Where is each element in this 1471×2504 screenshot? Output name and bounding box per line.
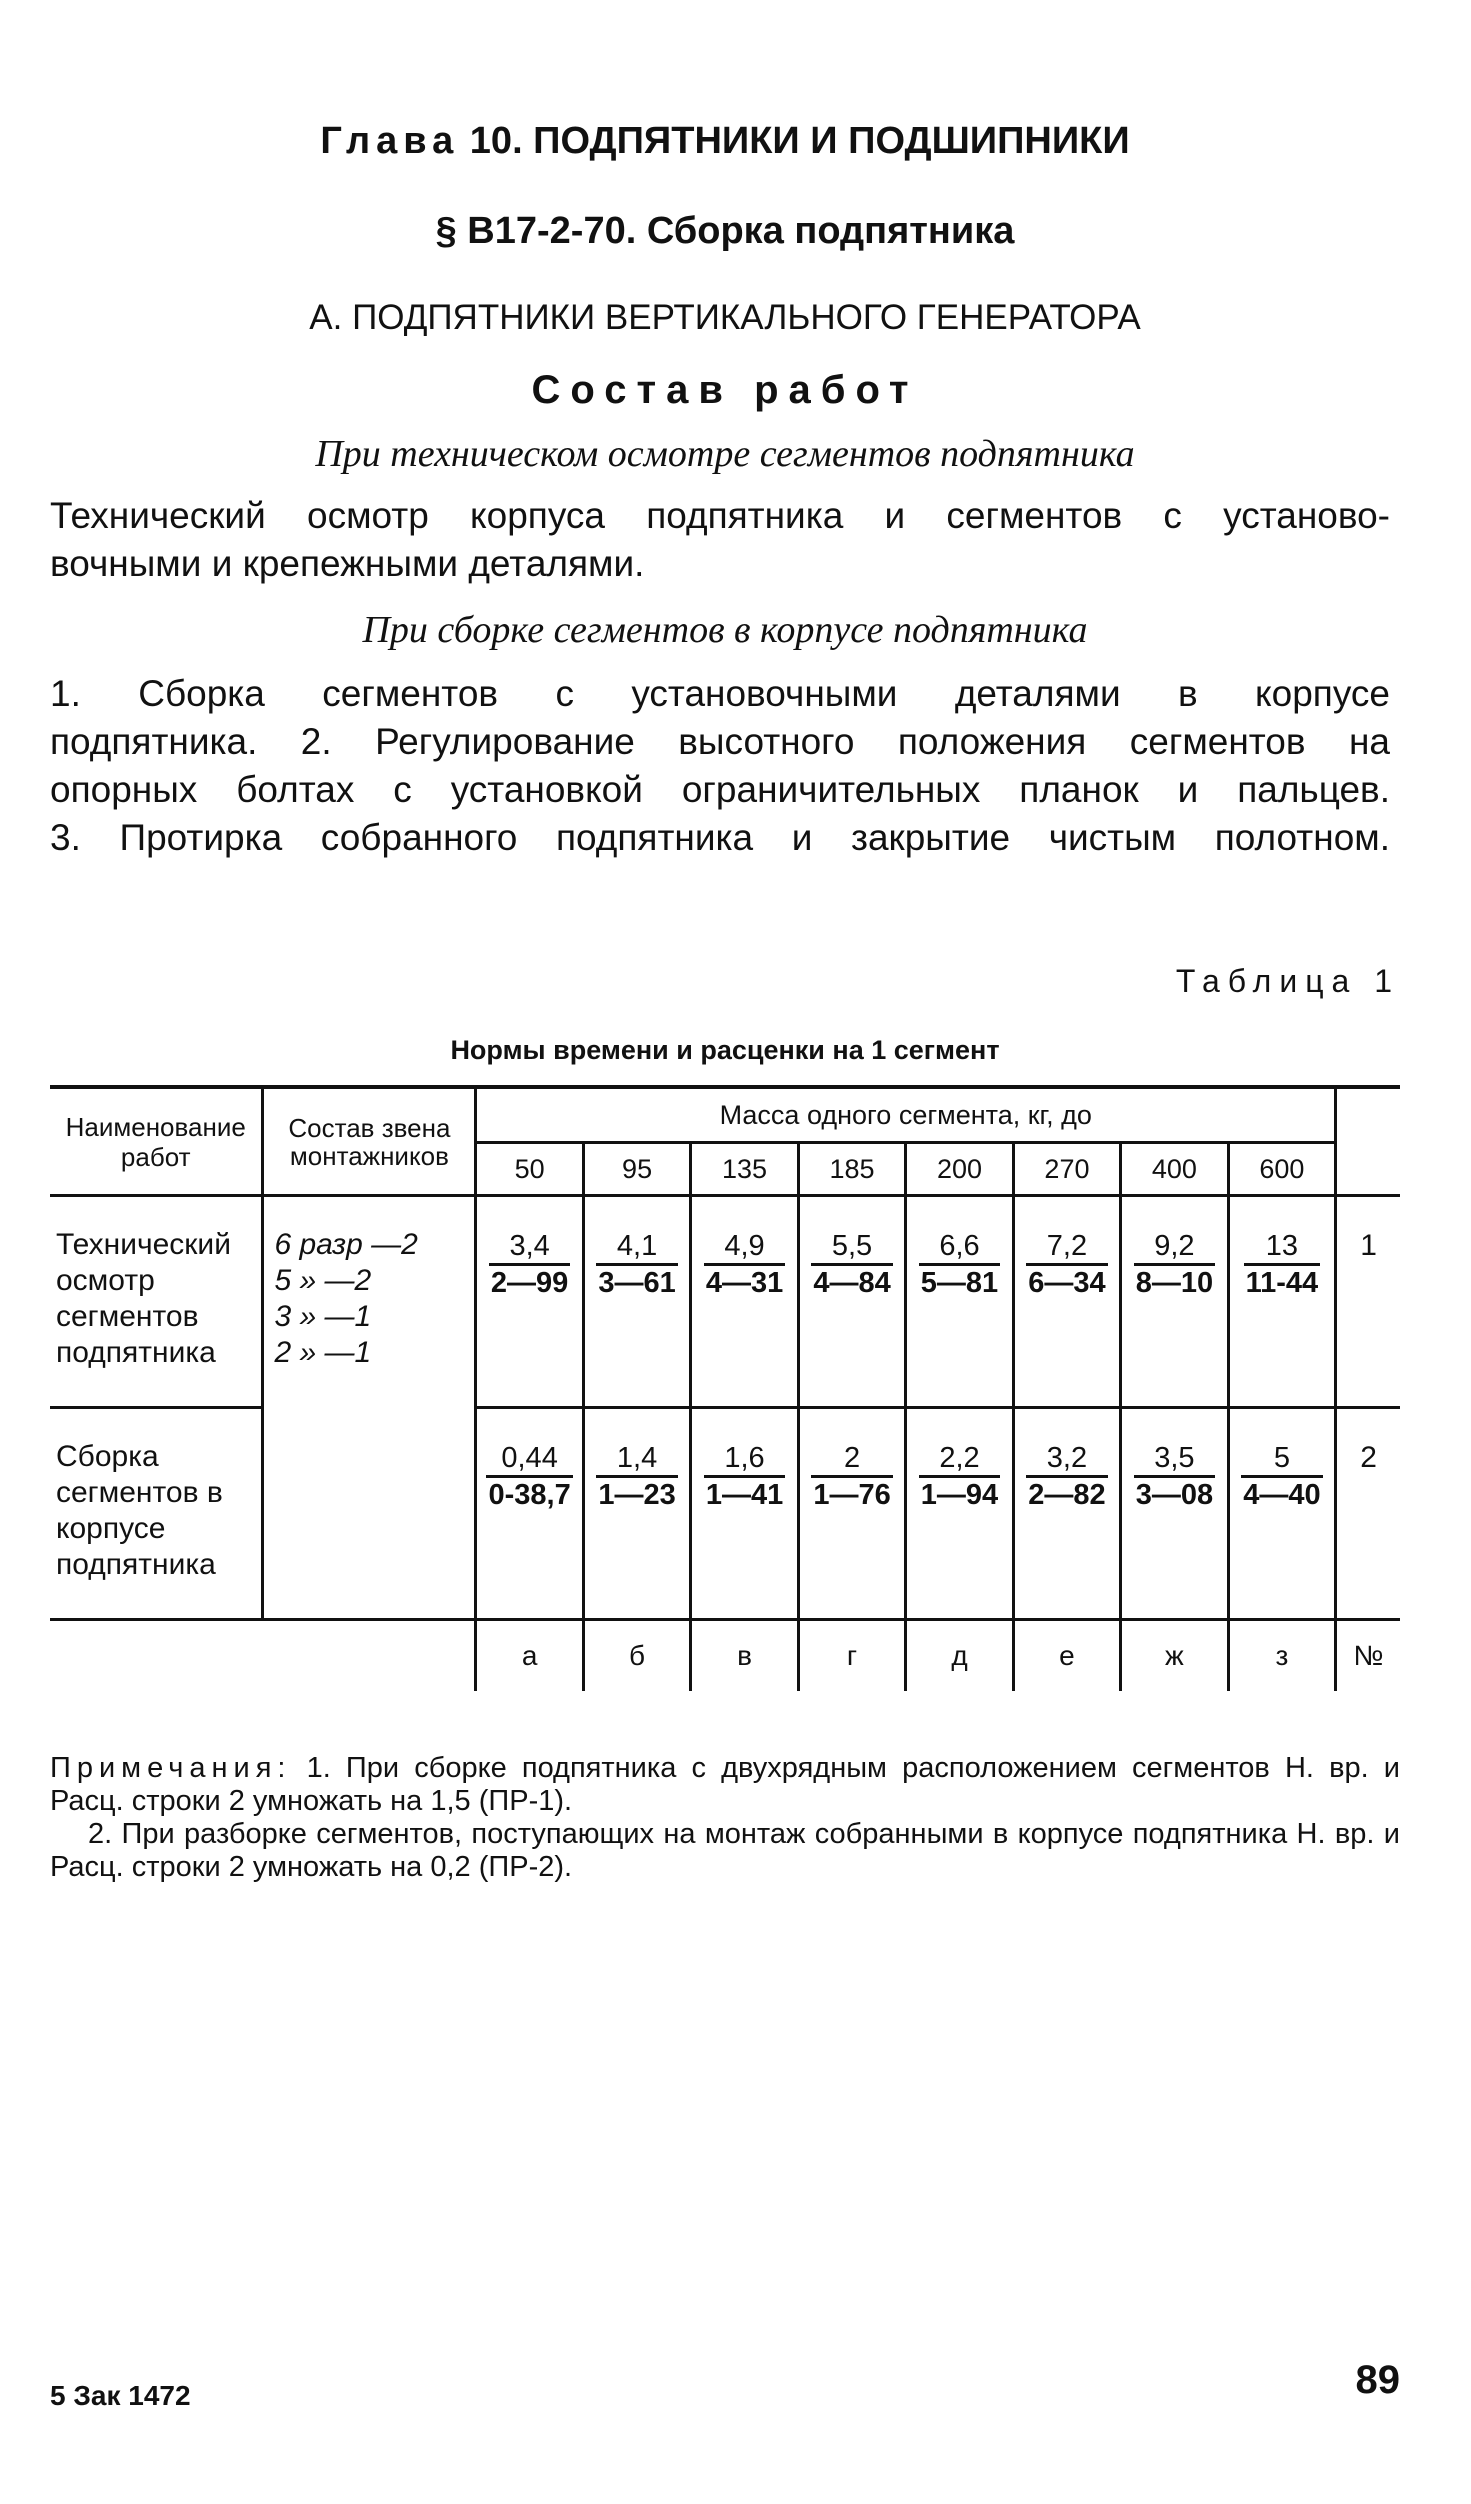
column-letter: е — [1013, 1620, 1120, 1692]
norm-value: 3,4 — [489, 1229, 570, 1266]
paragraph-line: 3. Протирка собранного подпятника и закрытие чистым полотном. — [50, 817, 1390, 858]
norm-value: 2,2 — [919, 1441, 1000, 1478]
norm-value: 6,6 — [919, 1229, 1000, 1266]
column-letter: з — [1228, 1620, 1335, 1692]
header-weight: 200 — [906, 1143, 1013, 1196]
note-1-text: 1. При сборке подпятника с двухрядным расположением сегментов Н. вр. и Расц. строки 2 умножать на 1,5 (ПР-1). — [50, 1752, 1400, 1817]
column-letter: в — [691, 1620, 798, 1692]
norm-cell — [476, 1196, 583, 1408]
crew-line: 6 разр —2 — [274, 1228, 418, 1261]
row-number: 2 — [1336, 1408, 1400, 1620]
price-value: 1—76 — [813, 1479, 891, 1511]
price-value: 2—99 — [490, 1267, 569, 1299]
norm-cell — [906, 1408, 1013, 1620]
note-1 — [50, 1752, 1400, 1818]
print-order-mark: 5 Зак 1472 — [50, 2380, 191, 2411]
price-value: 4—40 — [1243, 1479, 1321, 1511]
blank-cell — [50, 1620, 263, 1692]
norm-cell — [1013, 1196, 1120, 1408]
norm-value: 3,2 — [1026, 1441, 1107, 1478]
column-letter: а — [476, 1620, 583, 1692]
crew-line: 2 » —1 — [274, 1336, 372, 1369]
header-weight: 270 — [1013, 1143, 1120, 1196]
header-number-blank — [1336, 1087, 1400, 1196]
norm-value: 7,2 — [1026, 1229, 1107, 1266]
column-letter: б — [583, 1620, 690, 1692]
blank-cell — [263, 1620, 476, 1692]
number-header: № — [1353, 1640, 1384, 1671]
norm-cell — [1228, 1408, 1335, 1620]
price-value: 3—61 — [598, 1267, 676, 1299]
header-crew: Состав звена монтажников — [263, 1087, 476, 1196]
header-work-name: Наименование работ — [50, 1087, 263, 1196]
table-row — [50, 1196, 1400, 1408]
norm-value: 9,2 — [1134, 1229, 1215, 1266]
norm-value: 5,5 — [811, 1229, 892, 1266]
price-value: 11-44 — [1245, 1267, 1319, 1299]
price-value: 0-38,7 — [488, 1479, 571, 1511]
norm-value: 13 — [1244, 1229, 1321, 1266]
subsection-heading: А. ПОДПЯТНИКИ ВЕРТИКАЛЬНОГО ГЕНЕРАТОРА — [309, 298, 1141, 337]
paragraph-line: Технический осмотр корпуса подпятника и сегментов с установо- — [50, 495, 1390, 536]
crew-line: 5 » —2 — [274, 1264, 372, 1297]
table-row — [50, 1408, 1400, 1620]
norm-cell — [1121, 1196, 1228, 1408]
price-value: 5—81 — [920, 1267, 999, 1299]
header-weight: 400 — [1121, 1143, 1228, 1196]
table-label: Таблица 1 — [1175, 963, 1400, 999]
norm-value: 4,9 — [704, 1229, 785, 1266]
price-value: 8—10 — [1135, 1267, 1214, 1299]
paragraph-line: 1. Сборка сегментов с установочными деталями в корпусе — [50, 673, 1390, 714]
composition-heading: Состав работ — [531, 368, 919, 412]
norm-cell — [691, 1408, 798, 1620]
norm-cell — [798, 1196, 905, 1408]
work-name: Сборка сегментов в корпусе подпятника — [50, 1408, 263, 1620]
chapter-heading — [50, 120, 1400, 163]
norm-value: 2 — [811, 1441, 892, 1478]
norm-value: 1,6 — [704, 1441, 785, 1478]
price-value: 4—84 — [813, 1267, 891, 1299]
norm-value: 0,44 — [486, 1441, 572, 1478]
header-weight: 600 — [1228, 1143, 1335, 1196]
header-weight: 185 — [798, 1143, 905, 1196]
norm-value: 3,5 — [1134, 1441, 1215, 1478]
column-letters-row — [50, 1620, 1400, 1692]
norms-table — [50, 1085, 1400, 1691]
norm-cell — [691, 1196, 798, 1408]
note-2: 2. При разборке сегментов, поступающих на монтаж собранными в корпусе подпятника Н. вр. и Расц. строки 2 умножать на 0,2 (ПР-2). — [50, 1818, 1400, 1883]
work-name: Технический осмотр сегментов подпятника — [50, 1196, 263, 1408]
notes — [50, 1752, 1400, 1884]
column-letter: г — [798, 1620, 905, 1692]
price-value: 6—34 — [1028, 1267, 1106, 1299]
paragraph-line: подпятника. 2. Регулирование высотного положения сегментов на — [50, 721, 1390, 762]
inspection-heading: При техническом осмотре сегментов подпятника — [315, 433, 1135, 475]
page-number: 89 — [1355, 2358, 1400, 2402]
chapter-prefix: Глава — [320, 120, 460, 162]
price-value: 2—82 — [1028, 1479, 1106, 1511]
norm-cell — [1013, 1408, 1120, 1620]
norm-value: 4,1 — [596, 1229, 677, 1266]
header-weight: 95 — [583, 1143, 690, 1196]
table-title: Нормы времени и расценки на 1 сегмент — [450, 1035, 1000, 1065]
header-mass: Масса одного сегмента, кг, до — [476, 1087, 1336, 1143]
price-value: 3—08 — [1135, 1479, 1214, 1511]
paragraph-line: вочными и крепежными деталями. — [50, 543, 645, 584]
norm-cell — [906, 1196, 1013, 1408]
norm-cell — [583, 1408, 690, 1620]
assembly-paragraph — [50, 670, 1390, 862]
norm-cell — [798, 1408, 905, 1620]
header-weight: 50 — [476, 1143, 583, 1196]
header-weight: 135 — [691, 1143, 798, 1196]
paragraph-line: опорных болтах с установкой ограничительных планок и пальцев. — [50, 769, 1390, 810]
norm-value: 1,4 — [596, 1441, 677, 1478]
inspection-paragraph — [50, 492, 1390, 588]
norm-cell — [476, 1408, 583, 1620]
notes-prefix: Примечания: — [50, 1752, 292, 1784]
section-heading: § В17-2-70. Сборка подпятника — [435, 210, 1015, 252]
column-letter: д — [906, 1620, 1013, 1692]
price-value: 4—31 — [705, 1267, 784, 1299]
assembly-heading: При сборке сегментов в корпусе подпятника — [362, 609, 1088, 651]
price-value: 1—23 — [598, 1479, 676, 1511]
norm-cell — [583, 1196, 690, 1408]
norm-value: 5 — [1241, 1441, 1322, 1478]
column-letter: ж — [1121, 1620, 1228, 1692]
norm-cell — [1228, 1196, 1335, 1408]
norm-cell — [1121, 1408, 1228, 1620]
crew-line: 3 » —1 — [274, 1300, 372, 1333]
row-number: 1 — [1336, 1196, 1400, 1408]
chapter-title: 10. ПОДПЯТНИКИ И ПОДШИПНИКИ — [469, 120, 1130, 162]
price-value: 1—41 — [705, 1479, 784, 1511]
crew-composition — [263, 1196, 476, 1620]
document-page — [50, 0, 1400, 2504]
price-value: 1—94 — [920, 1479, 999, 1511]
